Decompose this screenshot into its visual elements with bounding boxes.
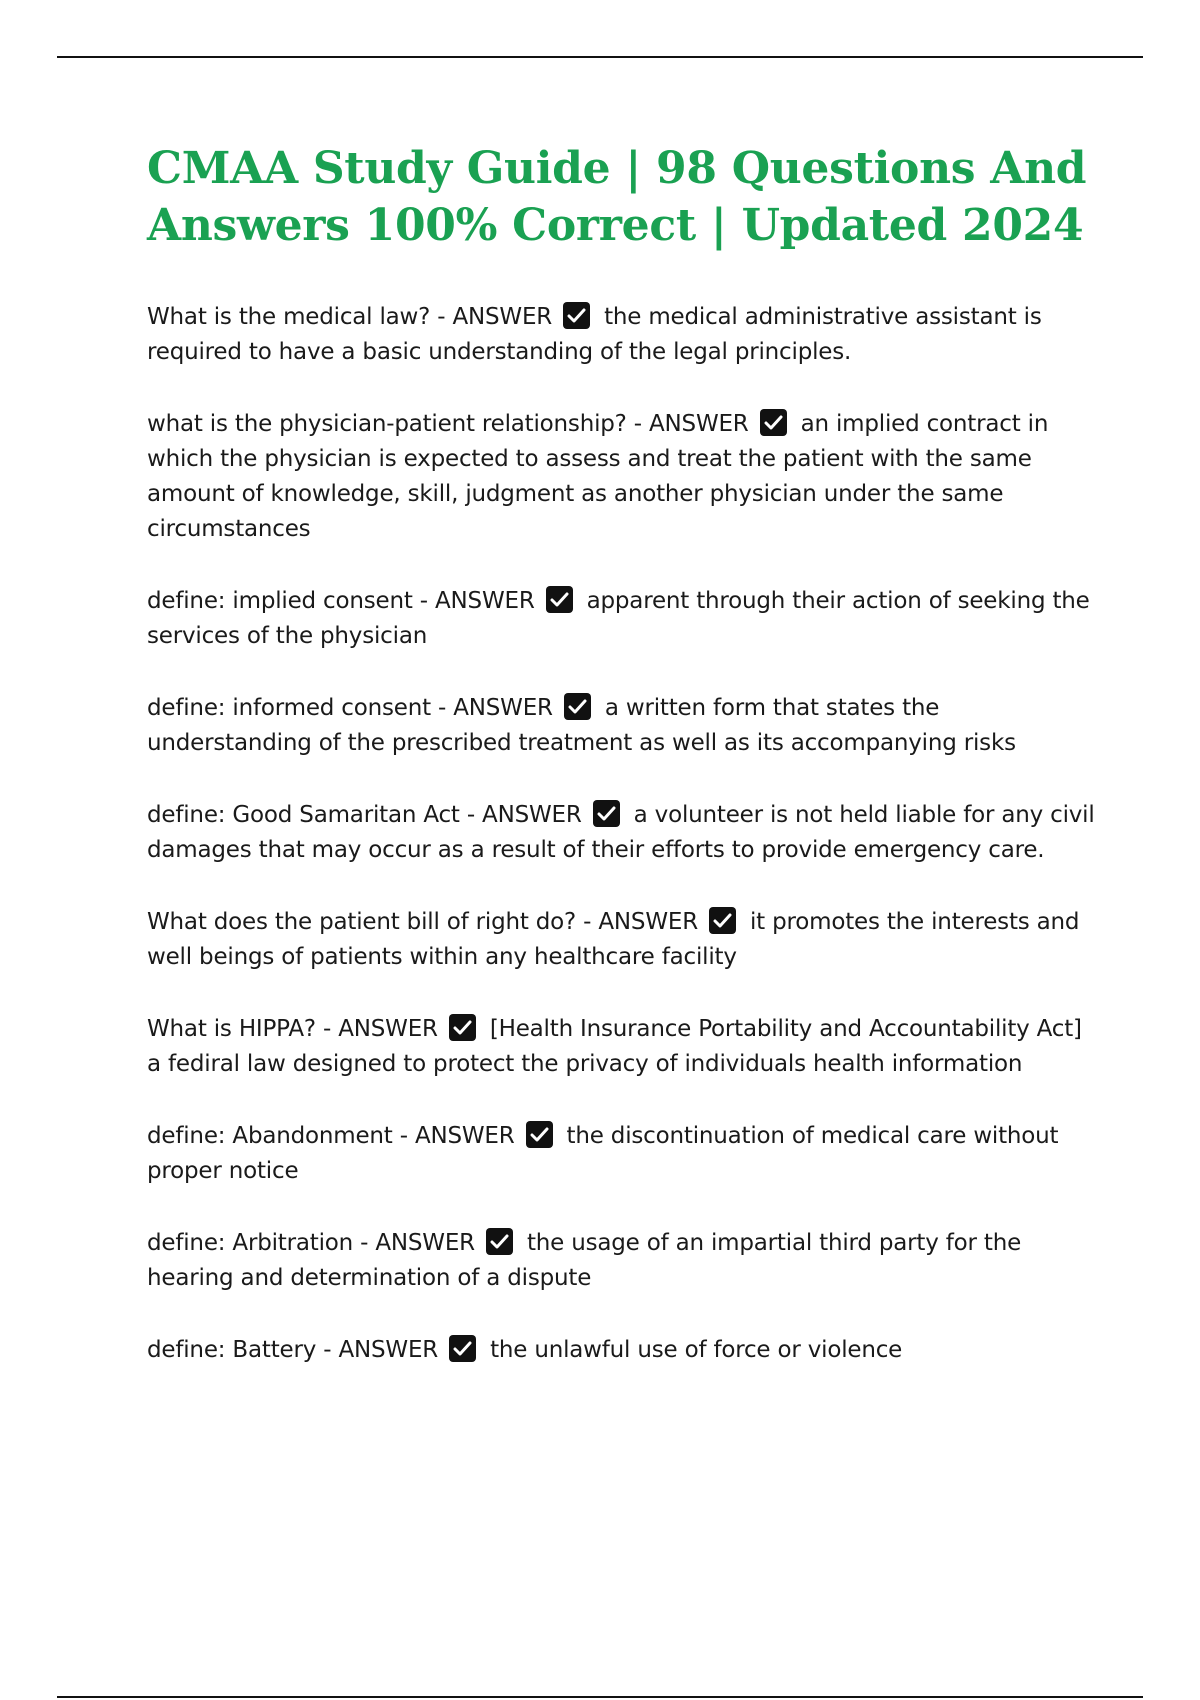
question-text: define: Good Samaritan Act - ANSWER bbox=[147, 802, 582, 828]
qa-item bbox=[147, 1012, 1097, 1082]
question-text: define: informed consent - ANSWER bbox=[147, 695, 553, 721]
question-text: What is HIPPA? - ANSWER bbox=[147, 1016, 438, 1042]
check-box-icon bbox=[709, 907, 736, 934]
check-box-icon bbox=[563, 302, 590, 329]
qa-item bbox=[147, 691, 1097, 761]
qa-item bbox=[147, 407, 1097, 547]
qa-item bbox=[147, 798, 1097, 868]
question-text: define: implied consent - ANSWER bbox=[147, 588, 535, 614]
qa-item bbox=[147, 1226, 1097, 1296]
qa-item bbox=[147, 584, 1097, 654]
top-divider bbox=[57, 56, 1143, 58]
check-box-icon bbox=[593, 800, 620, 827]
check-box-icon bbox=[760, 409, 787, 436]
question-text: define: Arbitration - ANSWER bbox=[147, 1230, 475, 1256]
answer-text: a volunteer is not held liable for any civil damages that may occur as a result of their efforts to provide emergency care. bbox=[147, 802, 1095, 863]
check-box-icon bbox=[546, 586, 573, 613]
answer-text: apparent through their action of seeking the services of the physician bbox=[147, 588, 1090, 649]
answer-text: an implied contract in which the physician is expected to assess and treat the patient with the same amount of knowledge, skill, judgment as another physician under the same circumstances bbox=[147, 411, 1049, 542]
check-box-icon bbox=[486, 1228, 513, 1255]
qa-item bbox=[147, 905, 1097, 975]
bottom-divider bbox=[57, 1696, 1143, 1698]
question-text: define: Battery - ANSWER bbox=[147, 1337, 439, 1363]
question-text: what is the physician-patient relationship? - ANSWER bbox=[147, 411, 749, 437]
answer-text: the discontinuation of medical care without proper notice bbox=[147, 1123, 1059, 1184]
qa-item bbox=[147, 1119, 1097, 1189]
answer-text: a written form that states the understanding of the prescribed treatment as well as its accompanying risks bbox=[147, 695, 1016, 756]
question-text: What does the patient bill of right do? - ANSWER bbox=[147, 909, 698, 935]
answer-text: [Health Insurance Portability and Accountability Act] a fediral law designed to protect the privacy of individuals health information bbox=[147, 1016, 1082, 1077]
question-text: define: Abandonment - ANSWER bbox=[147, 1123, 515, 1149]
check-box-icon bbox=[564, 693, 591, 720]
qa-item bbox=[147, 1333, 1097, 1368]
answer-text: the unlawful use of force or violence bbox=[490, 1337, 903, 1363]
check-box-icon bbox=[526, 1121, 553, 1148]
document-body bbox=[147, 140, 1097, 1405]
document-title: CMAA Study Guide | 98 Questions And Answers 100% Correct | Updated 2024 bbox=[147, 143, 1087, 251]
check-box-icon bbox=[449, 1014, 476, 1041]
qa-item bbox=[147, 300, 1097, 370]
answer-text: the usage of an impartial third party for the hearing and determination of a dispute bbox=[147, 1230, 1022, 1291]
question-text: What is the medical law? - ANSWER bbox=[147, 304, 553, 330]
check-box-icon bbox=[449, 1335, 476, 1362]
qa-list bbox=[147, 300, 1097, 1368]
answer-text: the medical administrative assistant is required to have a basic understanding of the legal principles. bbox=[147, 304, 1042, 365]
answer-text: it promotes the interests and well beings of patients within any healthcare facility bbox=[147, 909, 1080, 970]
